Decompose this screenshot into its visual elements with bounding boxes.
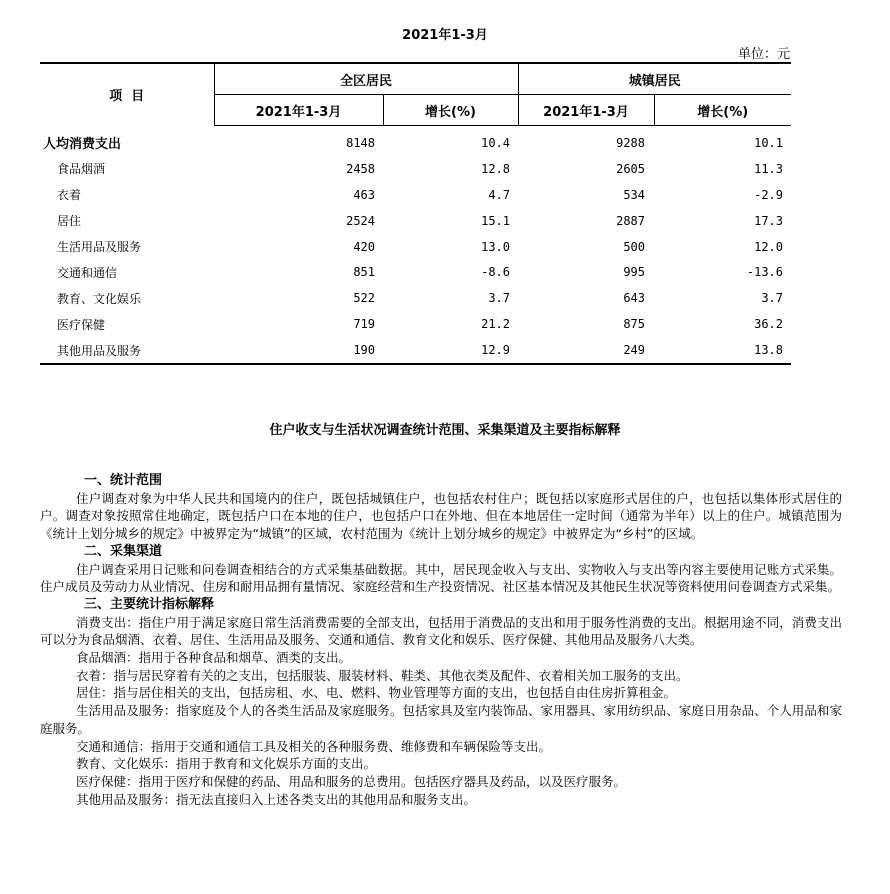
cell-value: 12.8 — [481, 161, 510, 176]
section-heading-channels: 二、采集渠道 — [84, 543, 163, 559]
cell-value: 249 — [518, 337, 654, 364]
cell-value: 2458 — [346, 161, 375, 176]
table-row — [40, 285, 791, 311]
paragraph: 衣着：指与居民穿着有关的之支出，包括服装、服装材料、鞋类、其他衣类及配件、衣着相关加工服务的支出。 — [76, 667, 689, 683]
cell-value: 21.2 — [481, 317, 510, 332]
paragraph: 教育、文化娱乐：指用于教育和文化娱乐方面的支出。 — [76, 756, 377, 772]
sub-header-growth: 增长(%) — [654, 95, 791, 126]
consumption-table — [40, 62, 791, 365]
table-row — [40, 337, 791, 364]
cell-value: 851 — [353, 265, 375, 280]
cell-value: 13.0 — [481, 239, 510, 254]
sub-header-growth: 增长(%) — [383, 95, 518, 126]
paragraph: 住户调查对象为中华人民共和国境内的住户，既包括城镇住户，也包括农村住户；既包括以家庭形式居住的户，也包括以集体形式居住的户。调查对象按照常住地确定，既包括户口在本地的住户，也包括户口在外地、但在本地居住一定时间（通常为半年）以上的住户。城镇范围为《统计上划分城乡的规定》中被界定为“城镇”的区域，农村范围为《统计上划分城乡的规定》中被界定为“乡村”的区域。 — [40, 490, 842, 542]
cell-value: 10.1 — [754, 135, 783, 150]
cell-value: 500 — [623, 239, 645, 254]
cell-value: 875 — [623, 317, 645, 332]
row-label: 衣着 — [57, 188, 82, 203]
row-label: 交通和通信 — [57, 265, 118, 280]
paragraph: 住户调查采用日记账和问卷调查相结合的方式采集基础数据。其中，居民现金收入与支出、实物收入与支出等内容主要使用记账方式采集。住户成员及劳动力从业情况、住房和耐用品拥有量情况、家庭经营和生产投资情况、社区基本情况及其他民生状况等资料使用问卷调查方式采集。 — [40, 561, 842, 595]
table-row — [40, 156, 791, 182]
cell-value: 3.7 — [488, 291, 510, 306]
row-label: 生活用品及服务 — [57, 240, 142, 254]
table-row — [40, 126, 791, 156]
cell-value: 420 — [353, 239, 375, 254]
cell-value: 17.3 — [754, 213, 783, 228]
row-label: 居住 — [57, 214, 82, 229]
table-row — [40, 234, 791, 260]
cell-value: 190 — [214, 337, 383, 364]
cell-value: 15.1 — [481, 213, 510, 228]
cell-value: 12.9 — [383, 337, 518, 364]
table-row — [40, 311, 791, 337]
cell-value: 2887 — [616, 213, 645, 228]
cell-value: 13.8 — [654, 337, 791, 364]
item-header: 项 目 — [40, 63, 214, 126]
cell-value: 2524 — [346, 213, 375, 228]
paragraph: 其他用品及服务：指无法直接归入上述各类支出的其他用品和服务支出。 — [76, 791, 477, 807]
paragraph: 消费支出：指住户用于满足家庭日常生活消费需要的全部支出，包括用于消费品的支出和用于服务性消费的支出。根据用途不同，消费支出可以分为食品烟酒、衣着、居住、生活用品及服务、交通和通信、教育文化和娱乐、医疗保健、其他用品及服务八大类。 — [40, 614, 842, 648]
paragraph: 医疗保健：指用于医疗和保健的药品、用品和服务的总费用。包括医疗器具及药品，以及医疗服务。 — [76, 773, 627, 789]
row-label: 其他用品及服务 — [40, 337, 214, 364]
cell-value: 9288 — [616, 135, 645, 150]
cell-value: -8.6 — [481, 265, 510, 280]
paragraph: 生活用品及服务：指家庭及个人的各类生活品及家庭服务。包括家具及室内装饰品、家用器具、家用纺织品、家庭日用杂品、个人用品和家庭服务。 — [40, 703, 842, 736]
sub-header-period: 2021年1-3月 — [214, 95, 383, 126]
row-label: 人均消费支出 — [43, 137, 122, 153]
cell-value: 534 — [623, 187, 645, 202]
row-label: 教育、文化娱乐 — [57, 291, 142, 306]
table-row — [40, 208, 791, 234]
paragraph: 居住：指与居住相关的支出，包括房租、水、电、燃料、物业管理等方面的支出，也包括自由住房折算租金。 — [76, 685, 677, 701]
cell-value: 4.7 — [488, 187, 510, 202]
notes-title: 住户收支与生活状况调查统计范围、采集渠道及主要指标解释 — [269, 423, 621, 438]
cell-value: 8148 — [346, 135, 375, 150]
cell-value: -2.9 — [754, 187, 783, 202]
group-header-all-residents: 全区居民 — [214, 63, 518, 95]
cell-value: 10.4 — [481, 135, 510, 150]
group-header-urban-residents: 城镇居民 — [518, 63, 791, 95]
cell-value: 2605 — [616, 161, 645, 176]
row-label: 食品烟酒 — [57, 162, 106, 177]
cell-value: 11.3 — [754, 161, 783, 176]
cell-value: 643 — [623, 291, 645, 306]
cell-value: 463 — [353, 187, 375, 202]
sub-header-period: 2021年1-3月 — [518, 95, 654, 126]
cell-value: -13.6 — [746, 265, 783, 280]
paragraph: 食品烟酒：指用于各种食品和烟草、酒类的支出。 — [76, 650, 352, 666]
table-row — [40, 182, 791, 208]
paragraph: 交通和通信：指用于交通和通信工具及相关的各种服务费、维修费和车辆保险等支出。 — [76, 738, 552, 754]
cell-value: 3.7 — [761, 291, 783, 306]
section-heading-scope: 一、统计范围 — [84, 473, 163, 488]
unit-label: 单位：元 — [737, 47, 790, 62]
cell-value: 995 — [623, 265, 645, 280]
row-label: 医疗保健 — [57, 317, 106, 332]
notes-body — [40, 472, 842, 808]
period-title: 2021年1-3月 — [402, 28, 488, 43]
cell-value: 522 — [353, 291, 375, 306]
table-row — [40, 259, 791, 285]
section-heading-indicators: 三、主要统计指标解释 — [84, 596, 215, 612]
cell-value: 719 — [353, 317, 375, 332]
cell-value: 36.2 — [754, 317, 783, 332]
cell-value: 12.0 — [754, 239, 783, 254]
